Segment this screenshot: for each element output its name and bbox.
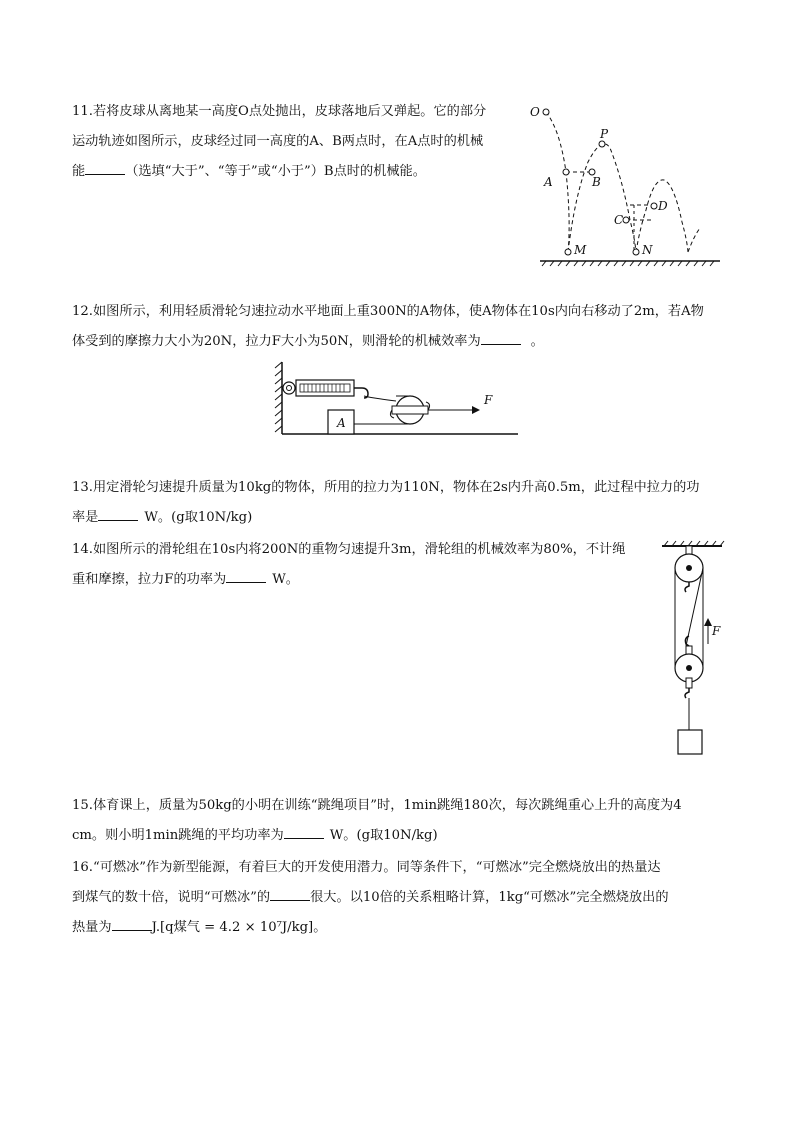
q11-line-3b: （选填“大于”、“等于”或“小于”）B点时的机械能。 <box>125 164 426 179</box>
q16-line-2 <box>72 883 669 913</box>
q15-line-2 <box>72 821 682 851</box>
label-B: B <box>592 175 601 189</box>
label-A-block: A <box>337 416 346 430</box>
answer-blank[interactable] <box>284 837 324 839</box>
q14-line-2a: 重和摩擦，拉力F的功率为 <box>72 572 227 587</box>
question-12 <box>72 297 704 357</box>
q15-line-2b: W。(g取10N/kg) <box>329 828 438 843</box>
q16-line-2b: 很大。以10倍的关系粗略计算，1kg“可燃冰”完全燃烧放出的 <box>310 890 669 905</box>
label-M: M <box>574 243 587 257</box>
q11-line-3a: 能 <box>72 164 86 179</box>
q15-line-2a: cm。则小明1min跳绳的平均功率为 <box>72 828 284 843</box>
q11-line-2: 运动轨迹如图所示，皮球经过同一高度的A、B两点时，在A点时的机械 <box>72 134 484 149</box>
answer-blank[interactable] <box>270 899 310 901</box>
question-14 <box>72 535 625 595</box>
label-P: P <box>600 127 609 141</box>
q16-line-3 <box>72 913 669 943</box>
answer-blank[interactable] <box>85 173 125 175</box>
answer-blank[interactable] <box>481 343 521 345</box>
q11-line-3 <box>72 157 486 187</box>
label-D: D <box>658 199 668 213</box>
q13-line-2b: W。(g取10N/kg) <box>144 510 253 525</box>
q13-line-1: 13.用定滑轮匀速提升质量为10kg的物体，所用的拉力为110N，物体在2s内升高0.5m，此过程中拉力的功 <box>72 480 700 495</box>
horizontal-pulley-diagram <box>272 360 522 440</box>
q16-line-3b: J.[q煤气 = 4.2 × 10⁷J/kg]。 <box>151 920 327 935</box>
q12-line-2b: 。 <box>530 334 544 349</box>
label-C: C <box>614 213 624 227</box>
q12-line-2 <box>72 327 704 357</box>
q14-line-1: 14.如图所示的滑轮组在10s内将200N的重物匀速提升3m，滑轮组的机械效率为80%，不计绳 <box>72 542 626 557</box>
question-11 <box>72 97 486 187</box>
q16-line-1: 16.“可燃冰”作为新型能源，有着巨大的开发使用潜力。同等条件下，“可燃冰”完全燃烧放出的热量达 <box>72 860 661 875</box>
question-15 <box>72 791 682 851</box>
q12-line-2a: 体受到的摩擦力大小为20N，拉力F大小为50N，则滑轮的机械效率为 <box>72 334 481 349</box>
label-A: A <box>544 175 553 189</box>
answer-blank[interactable] <box>112 929 152 931</box>
q13-line-2a: 率是 <box>72 510 99 525</box>
q14-line-2b: W。 <box>272 572 299 587</box>
label-N: N <box>642 243 653 257</box>
label-O: O <box>530 105 540 119</box>
label-force-F: F <box>712 624 721 638</box>
q16-line-3a: 热量为 <box>72 920 112 935</box>
q11-line-1: 11.若将皮球从离地某一高度O点处抛出，皮球落地后又弹起。它的部分 <box>72 104 487 119</box>
q15-line-1: 15.体育课上，质量为50kg的小明在训练“跳绳项目”时，1min跳绳180次，每次跳绳重心上升的高度为4 <box>72 798 682 813</box>
q16-line-2a: 到煤气的数十倍，说明“可燃冰”的 <box>72 890 271 905</box>
q14-line-2 <box>72 565 625 595</box>
bouncing-ball-diagram <box>530 100 730 270</box>
pulley-block-diagram <box>656 540 730 760</box>
label-force-F: F <box>484 393 493 407</box>
q13-line-2 <box>72 503 699 533</box>
question-13 <box>72 473 699 533</box>
answer-blank[interactable] <box>98 519 138 521</box>
q12-line-1: 12.如图所示，利用轻质滑轮匀速拉动水平地面上重300N的A物体，使A物体在10s内向右移动了2m，若A物 <box>72 304 704 319</box>
answer-blank[interactable] <box>226 581 266 583</box>
question-16 <box>72 853 669 943</box>
